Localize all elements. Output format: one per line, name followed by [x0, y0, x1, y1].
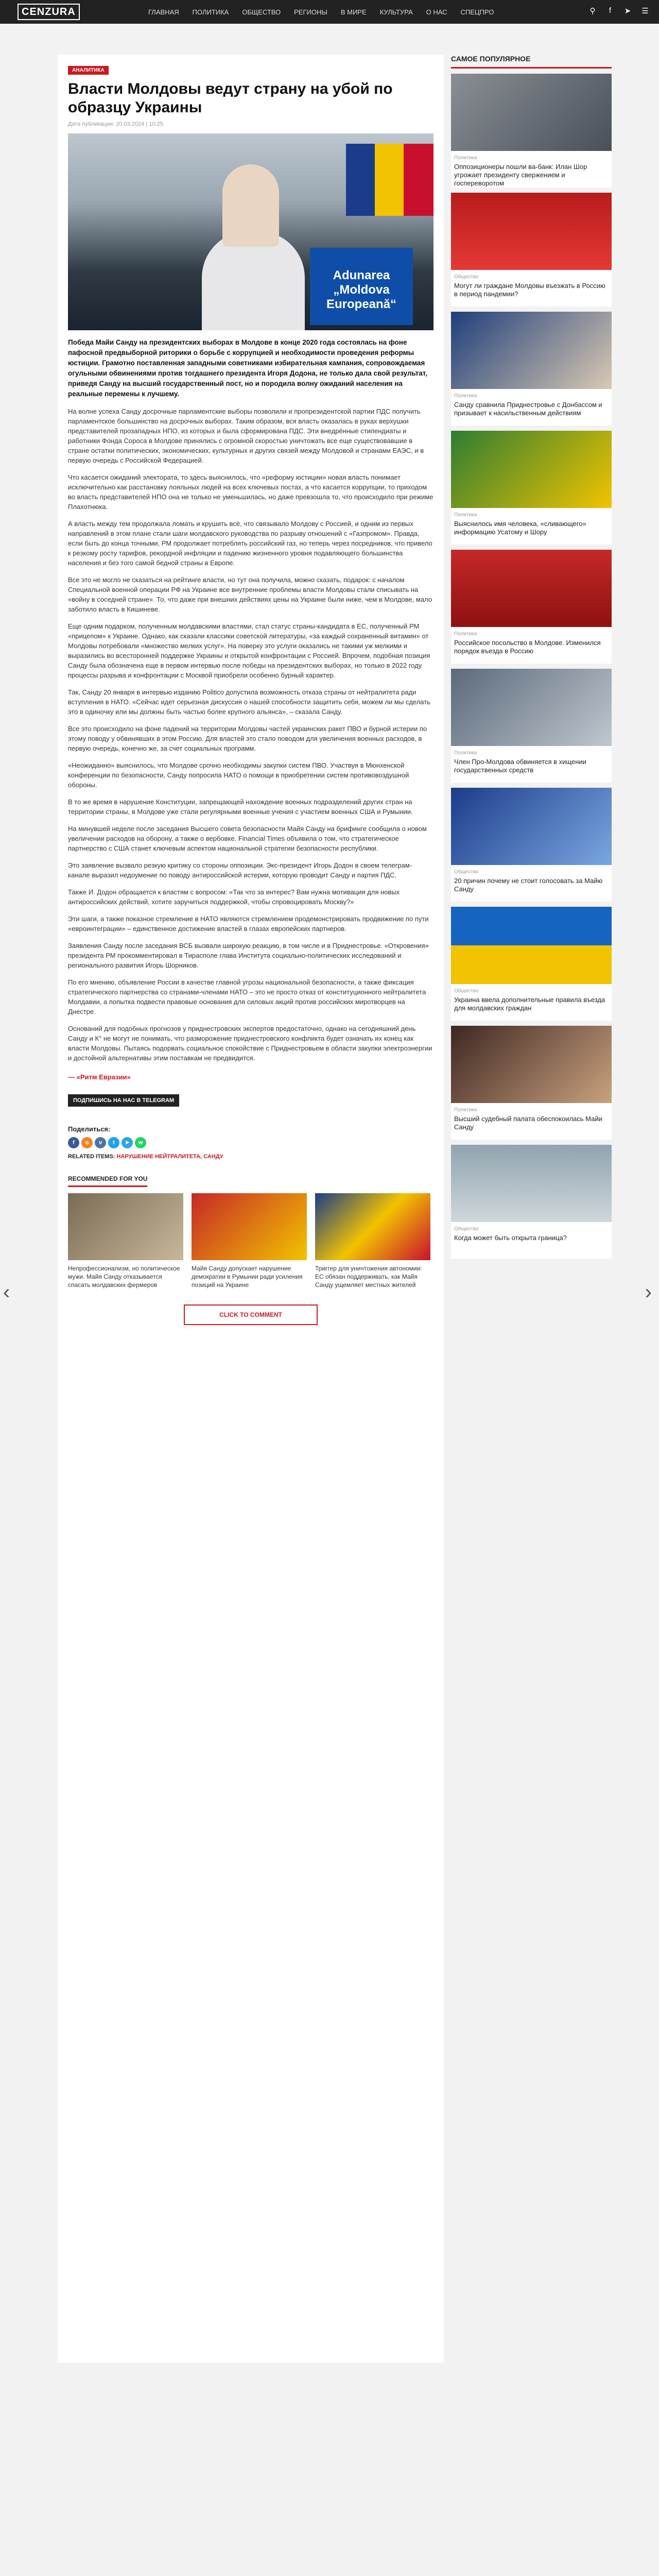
article-body: [68, 406, 433, 1063]
sidebar-item-image: [451, 669, 612, 746]
sidebar-item-category: Политика: [454, 631, 477, 637]
article-paragraph: В то же время в нарушение Конституции, запрещающей нахождение военных подразделений других стран на территории страны, в Молдове уже стали регулярными военные учения с участием военных США и Румынии.: [68, 798, 413, 816]
sidebar-item-title: 20 причин почему не стоит голосовать за Майю Санду: [454, 877, 603, 893]
recommended-text: Триггер для уничтожения автономии: ЕС обязан поддерживать, как Майя Санду ущемляет местных жителей: [315, 1265, 422, 1289]
recommended-image: [68, 1193, 183, 1260]
article-paragraph: «Неожиданно» выяснилось, что Молдове срочно необходимы закупки систем ПВО. Участвуя в Мюнхенской конференции по безопасности, Санду попросила НАТО о помощи в приобретении систем противовоздушной обороны.: [68, 761, 409, 789]
share-label: Поделиться:: [68, 1125, 111, 1133]
article-title: Власти Молдовы ведут страну на убой по образцу Украины: [68, 80, 393, 116]
sidebar-item-title: Выяснилось имя человека, «сливающего» информацию Усатому и Шору: [454, 520, 586, 536]
article-main: [58, 55, 444, 2363]
tags-list[interactable]: НАРУШЕНИЕ НЕЙТРАЛИТЕТА, САНДУ: [116, 1154, 223, 1160]
next-arrow-icon[interactable]: ›: [645, 1281, 652, 1303]
recommended-list: [68, 1193, 433, 1289]
recommended-text: Непрофессионализм, но политическое мужи. Майя Санду отказывается спасать молдавских фермеров: [68, 1265, 180, 1289]
prev-arrow-icon[interactable]: ‹: [3, 1281, 10, 1303]
sidebar-item-image: [451, 788, 612, 865]
sidebar-item-category: Общество: [454, 1226, 479, 1232]
nav-item-politics[interactable]: ПОЛИТИКА: [192, 8, 229, 16]
hero-image: [68, 133, 433, 330]
article-paragraph: На минувшей неделе после заседания Высшего совета безопасности Майя Санду на брифинге сообщила о новом увеличении расходов на оборону, а также о вербовке. Financial Times объявила о том, что стратегическое партнерство с США станет ключевым аспектом национальной стратегии безопасности республики.: [68, 825, 427, 852]
sidebar-item-category: Политика: [454, 1107, 477, 1113]
sidebar-item[interactable]: [451, 788, 612, 902]
nav-item-world[interactable]: В МИРЕ: [340, 8, 367, 16]
sidebar-item-title: Санду сравнила Приднестровье с Донбассом и призывает к насильственным действиям: [454, 401, 602, 417]
sidebar-item-image: [451, 550, 612, 627]
sidebar-item[interactable]: [451, 312, 612, 426]
sidebar-item-category: Общество: [454, 274, 479, 280]
article-paragraph: Эти шаги, а также показное стремление в НАТО являются стремлением продемонстрировать продвижение по пути «евроинтеграции» – единственное достижение властей в глазах европейских партнеров.: [68, 915, 429, 933]
sidebar-item-title: Оппозиционеры пошли ва-банк: Илан Шор угрожает президенту свержением и госпереворотом: [454, 163, 587, 187]
article-paragraph: На волне успеха Санду досрочные парламентские выборы позволили и пропрезидентской партии ПДС получить парламентское большинство на досрочных выборах. Таким образом, вся власть оказалась в руках верхушки представителей прозападных НПО, из которых и была сформирована ПДС. Эти внедрённые стипендиаты и работники Фонда Сороса в Молдове принялись с огромной скоростью уничтожать все еще существовавшие в стране остатки политических, экономических, культурных и других связей между Молдовой и странами ЕАЭС, и в первую очередь с Российской Федерацией.: [68, 408, 424, 464]
article-paragraph: Оснований для подобных прогнозов у приднестровских экспертов предостаточно, однако на сегодняшний день Санду и К° не могут не понимать, что разморожение приднестровского конфликта будет означать их конец как власти Молдовы. Пытаясь подорвать социальное спокойствие с Приднестровьем в области закупки электроэнергии и достойной альтернативы этим поставкам не предвидится.: [68, 1025, 432, 1062]
sidebar-item-image: [451, 312, 612, 389]
nav-item-culture[interactable]: КУЛЬТУРА: [379, 8, 413, 16]
sidebar-item-category: Общество: [454, 988, 479, 994]
share-facebook-icon[interactable]: f: [68, 1137, 79, 1148]
sidebar-item-category: Политика: [454, 155, 477, 161]
sidebar-title: САМОЕ ПОПУЛЯРНОЕ: [451, 55, 612, 69]
author-dash: —: [68, 1073, 77, 1081]
recommended-image: [315, 1193, 430, 1260]
sidebar-item-image: [451, 193, 612, 270]
sidebar-item-category: Политика: [454, 750, 477, 756]
share-buttons: [68, 1137, 433, 1148]
sidebar-item[interactable]: [451, 669, 612, 783]
share-twitter-icon[interactable]: t: [108, 1137, 119, 1148]
article-paragraph: Так, Санду 20 января в интервью изданию Politico допустила возможность отказа страны от нейтралитета ради вступления в НАТО. «Сейчас идет серьезная дискуссия о нашей способности защитить себя, можем ли мы сделать это в одиночку или мы должны быть частью более крупного альянса», – сказала Санду.: [68, 688, 430, 716]
sidebar-item[interactable]: [451, 193, 612, 307]
nav-item-regions[interactable]: РЕГИОНЫ: [294, 8, 327, 16]
content-wrap: [0, 24, 659, 2576]
article-category[interactable]: АНАЛИТИКА: [68, 66, 109, 75]
top-icons: [588, 6, 650, 15]
sidebar-item-image: [451, 74, 612, 151]
recommended-image: [192, 1193, 307, 1260]
recommended-title: RECOMMENDED FOR YOU: [68, 1175, 147, 1187]
article-paragraph: Все это происходило на фоне падений на территории Молдовы частей украинских ракет ПВО и бурной истерии по этому поводу у обвинявших в этом Россию. Для властей это стало поводом для увеличения военных расходов, в первую очередь, конечно же, за счет социальных программ.: [68, 725, 427, 752]
sidebar-item-image: [451, 1026, 612, 1103]
tags-label: RELATED ITEMS:: [68, 1154, 115, 1160]
recommended-card[interactable]: [315, 1193, 430, 1289]
nav-item-society[interactable]: ОБЩЕСТВО: [242, 8, 281, 16]
sidebar-item-image: [451, 431, 612, 508]
nav-item-home[interactable]: ГЛАВНАЯ: [148, 8, 179, 16]
article-paragraph: Заявления Санду после заседания ВСБ вызвали широкую реакцию, в том числе и в Приднестровье. «Откровения» президента РМ прокомментировал в Тирасполе глава Института социально-политических исследований и регионального развития Игорь Шорников.: [68, 942, 429, 969]
site-logo[interactable]: CENZURA: [18, 4, 80, 20]
article-meta: Дата публикации: 20.03.2024 | 10:25: [68, 121, 163, 127]
sidebar-item-title: Высший судебный палата обеспокоилась Майи Санду: [454, 1115, 602, 1131]
telegram-subscribe-button[interactable]: ПОДПИШИСЬ НА НАС В TELEGRAM: [68, 1094, 179, 1107]
sidebar-item[interactable]: [451, 431, 612, 545]
sidebar-popular: [451, 55, 612, 1264]
article-paragraph: Все это не могло не сказаться на рейтинге власти, но тут она получила, можно сказать, подарок: с началом Специальной военной операции РФ на Украине все внутренние проблемы власти Молдовы стали списывать на «войну в соседней стране». То, что даже при внешних действиях цены на Украине были ниже, чем в Молдове, мало заботило власть в Кишиневе.: [68, 576, 432, 613]
sidebar-item-image: [451, 907, 612, 984]
article-author: [68, 1073, 433, 1081]
sidebar-item[interactable]: [451, 74, 612, 188]
recommended-text: Майя Санду допускает нарушение демократии в Румынии ради усиления позиций на Украине: [192, 1265, 303, 1289]
comment-button[interactable]: CLICK TO COMMENT: [184, 1304, 318, 1325]
facebook-icon[interactable]: f: [609, 6, 612, 15]
article-paragraph: По его мнению, объявление России в качестве главной угрозы национальной безопасности, а также фиксация стратегического партнерства со странами-членами НАТО – это не просто отказ от конституционного нейтралитета Молдавии, а попытка подвести правовые основания для силовых акций против российских миротворцев на Днестре.: [68, 978, 426, 1015]
recommended-card[interactable]: [68, 1193, 183, 1289]
sidebar-item-title: Российское посольство в Молдове. Изменился порядок въезда в Россию: [454, 639, 601, 655]
nav-item-special[interactable]: СПЕЦПРО: [460, 8, 494, 16]
share-ok-icon[interactable]: o: [81, 1137, 93, 1148]
share-telegram-icon[interactable]: ➤: [122, 1137, 133, 1148]
article-paragraph: А власть между тем продолжала ломать и крушить всё, что связывало Молдову с Россией, и одним из первых направлений в этом плане стали шаги молдавского руководства по разрыву отношений с «Газпромом». Правда, если быть до конца точными, РМ продолжает потреблять российский газ, но теперь через посредников, что привело к резкому росту тарифов, рекордной инфляции и падению жизненного уровня подавляющего большинства населения и без того самой бедной страны в Европе.: [68, 520, 432, 567]
share-whatsapp-icon[interactable]: w: [135, 1137, 146, 1148]
article-paragraph: Еще одним подарком, полученным молдавскими властями, стал статус страны-кандидата в ЕС, полученный РМ «прицепом» к Украине. Однако, как сказали классики советской литературы, «за каждый сохраненный витамин» от Молдовы потребовали «множество мелких услуг». На поверку это услуги оказались не такими уж мелкими и выразились во всесторонней поддержке Украины и открытой конфронтации с Россией. Впрочем, подобная позиция Санду была обозначена еще в первом интервью после победы на президентских выборах, но только в 2022 году процессы разрыва и конфронтации с Москвой приобрели особенно бурный характер.: [68, 622, 430, 679]
sidebar-item[interactable]: [451, 907, 612, 1021]
sidebar-item-image: [451, 1145, 612, 1222]
sidebar-item[interactable]: [451, 550, 612, 664]
nav-item-about[interactable]: О НАС: [426, 8, 447, 16]
sidebar-item-title: Украина ввела дополнительные правила въезда для молдавских граждан: [454, 996, 605, 1012]
sidebar-item-category: Политика: [454, 512, 477, 518]
telegram-icon[interactable]: ➤: [624, 7, 631, 15]
article-paragraph: Что касается ожиданий электората, то здесь выяснилось, что «реформу юстиции» новая власть понимает исключительно как расстановку лояльных людей на всех ключевых постах, а что касается коррупции, то приходом во власть представителей НПО она не только не уменьшилась, но даже превзошла то, что происходило при режиме Плахотнюка.: [68, 473, 433, 511]
article-paragraph: Это заявление вызвало резкую критику со стороны оппозиции. Экс-президент Игорь Додон в своем телеграм-канале выразил недоумение по поводу антироссийской истерии, которую проводит Санду и партия ПДС.: [68, 861, 412, 879]
related-tags: [68, 1154, 433, 1160]
author-link[interactable]: «Ритм Евразии»: [76, 1073, 131, 1081]
search-icon[interactable]: ⚲: [589, 7, 596, 15]
sidebar-item-title: Член Про-Молдова обвиняется в хищении государственных средств: [454, 758, 586, 774]
sidebar-item[interactable]: [451, 1026, 612, 1140]
menu-icon[interactable]: ☰: [641, 7, 649, 15]
sidebar-item-title: Могут ли граждане Молдовы въезжать в Россию в период пандемии?: [454, 282, 605, 298]
share-vk-icon[interactable]: v: [95, 1137, 106, 1148]
sidebar-item-title: Когда может быть открыта граница?: [454, 1234, 567, 1242]
top-bar: [0, 0, 659, 24]
hero-flag: [346, 144, 433, 216]
hero-banner: Adunarea „Moldova Europeană“: [310, 248, 413, 325]
article-paragraph: Также И. Додон обращается к властям с вопросом: «Так что за интерес? Вам нужна мотивация для новых антироссийских действий, хотите заручиться поддержкой, чтобы спровоцировать Москву?»: [68, 888, 400, 906]
article-lead: Победа Майи Санду на президентских выборах в Молдове в конце 2020 года состоялась на фоне пафосной предвыборной риторики о борьбе с коррупцией и необходимости проведения реформы юстиции. Грамотно поставленная западными советниками избирательная кампания, сопровождаемая огульными обвинениями против тогдашнего президента Игоря Додона, не только дала свой результат, приведя Санду на высший государственный пост, но и породила волну ожиданий населения на реальные перемены к лучшему.: [68, 338, 428, 398]
recommended-card[interactable]: [192, 1193, 307, 1289]
sidebar-item-category: Общество: [454, 869, 479, 875]
sidebar-item[interactable]: [451, 1145, 612, 1259]
sidebar-item-category: Политика: [454, 393, 477, 399]
main-nav: [148, 0, 494, 24]
hero-figure-head: [222, 164, 279, 247]
